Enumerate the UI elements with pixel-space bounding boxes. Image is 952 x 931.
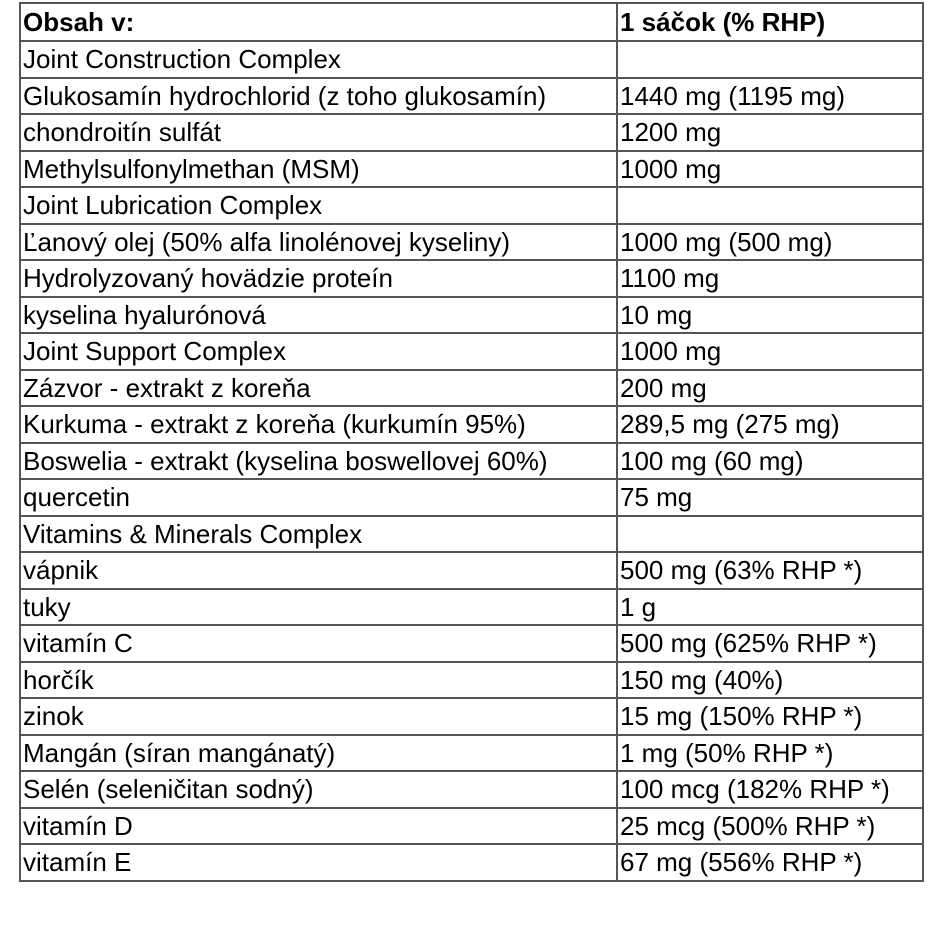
table-row bbox=[20, 297, 923, 334]
ingredient-amount: 200 mg bbox=[617, 370, 923, 407]
ingredient-name: Vitamins & Minerals Complex bbox=[20, 516, 617, 553]
ingredient-name: tuky bbox=[20, 589, 617, 626]
ingredient-amount: 500 mg (63% RHP *) bbox=[617, 552, 923, 589]
ingredient-name: zinok bbox=[20, 698, 617, 735]
ingredient-name: vitamín D bbox=[20, 808, 617, 845]
table-row bbox=[20, 41, 923, 78]
table-row bbox=[20, 589, 923, 626]
table-body bbox=[20, 41, 923, 881]
table-row bbox=[20, 260, 923, 297]
table-row bbox=[20, 224, 923, 261]
table-row bbox=[20, 151, 923, 188]
ingredient-name: Boswelia - extrakt (kyselina boswellovej 60%) bbox=[20, 443, 617, 480]
ingredient-amount: 67 mg (556% RHP *) bbox=[617, 844, 923, 881]
table-row bbox=[20, 443, 923, 480]
ingredient-amount: 1100 mg bbox=[617, 260, 923, 297]
ingredient-name: Zázvor - extrakt z koreňa bbox=[20, 370, 617, 407]
table-row bbox=[20, 844, 923, 881]
table-row bbox=[20, 370, 923, 407]
table-row bbox=[20, 808, 923, 845]
ingredient-name: kyselina hyalurónová bbox=[20, 297, 617, 334]
ingredient-amount: 100 mcg (182% RHP *) bbox=[617, 771, 923, 808]
ingredient-name: Ľanový olej (50% alfa linolénovej kyseliny) bbox=[20, 224, 617, 261]
ingredient-name: horčík bbox=[20, 662, 617, 699]
header-amount: 1 sáčok (% RHP) bbox=[617, 3, 923, 41]
table-row bbox=[20, 698, 923, 735]
ingredient-amount: 100 mg (60 mg) bbox=[617, 443, 923, 480]
ingredient-amount: 1200 mg bbox=[617, 114, 923, 151]
table-row bbox=[20, 78, 923, 115]
ingredient-name: vitamín E bbox=[20, 844, 617, 881]
ingredient-name: Hydrolyzovaný hovädzie proteín bbox=[20, 260, 617, 297]
table-row bbox=[20, 625, 923, 662]
ingredient-amount: 1440 mg (1195 mg) bbox=[617, 78, 923, 115]
ingredient-name: Glukosamín hydrochlorid (z toho glukosamín) bbox=[20, 78, 617, 115]
ingredient-amount: 10 mg bbox=[617, 297, 923, 334]
table-row bbox=[20, 662, 923, 699]
ingredient-amount: 1 g bbox=[617, 589, 923, 626]
table-row bbox=[20, 479, 923, 516]
ingredient-amount bbox=[617, 187, 923, 224]
ingredient-amount: 1000 mg bbox=[617, 333, 923, 370]
ingredient-name: Joint Lubrication Complex bbox=[20, 187, 617, 224]
table-row bbox=[20, 771, 923, 808]
table-row bbox=[20, 406, 923, 443]
table-row bbox=[20, 114, 923, 151]
ingredient-name: vápnik bbox=[20, 552, 617, 589]
ingredient-name: Joint Construction Complex bbox=[20, 41, 617, 78]
ingredient-name: chondroitín sulfát bbox=[20, 114, 617, 151]
table-row bbox=[20, 187, 923, 224]
table-row bbox=[20, 516, 923, 553]
table-row bbox=[20, 333, 923, 370]
table-row bbox=[20, 735, 923, 772]
ingredient-amount: 1000 mg (500 mg) bbox=[617, 224, 923, 261]
ingredient-amount bbox=[617, 41, 923, 78]
ingredient-amount bbox=[617, 516, 923, 553]
nutrition-table bbox=[19, 2, 924, 882]
ingredient-amount: 1000 mg bbox=[617, 151, 923, 188]
ingredient-name: Selén (seleničitan sodný) bbox=[20, 771, 617, 808]
ingredient-amount: 1 mg (50% RHP *) bbox=[617, 735, 923, 772]
ingredient-amount: 15 mg (150% RHP *) bbox=[617, 698, 923, 735]
ingredient-amount: 150 mg (40%) bbox=[617, 662, 923, 699]
ingredient-name: Kurkuma - extrakt z koreňa (kurkumín 95%) bbox=[20, 406, 617, 443]
header-ingredient: Obsah v: bbox=[20, 3, 617, 41]
ingredient-name: quercetin bbox=[20, 479, 617, 516]
ingredient-name: Joint Support Complex bbox=[20, 333, 617, 370]
ingredient-name: Methylsulfonylmethan (MSM) bbox=[20, 151, 617, 188]
ingredient-name: Mangán (síran mangánatý) bbox=[20, 735, 617, 772]
table-header-row bbox=[20, 3, 923, 41]
ingredient-amount: 75 mg bbox=[617, 479, 923, 516]
ingredient-amount: 289,5 mg (275 mg) bbox=[617, 406, 923, 443]
ingredient-amount: 500 mg (625% RHP *) bbox=[617, 625, 923, 662]
ingredient-name: vitamín C bbox=[20, 625, 617, 662]
table-row bbox=[20, 552, 923, 589]
ingredient-amount: 25 mcg (500% RHP *) bbox=[617, 808, 923, 845]
